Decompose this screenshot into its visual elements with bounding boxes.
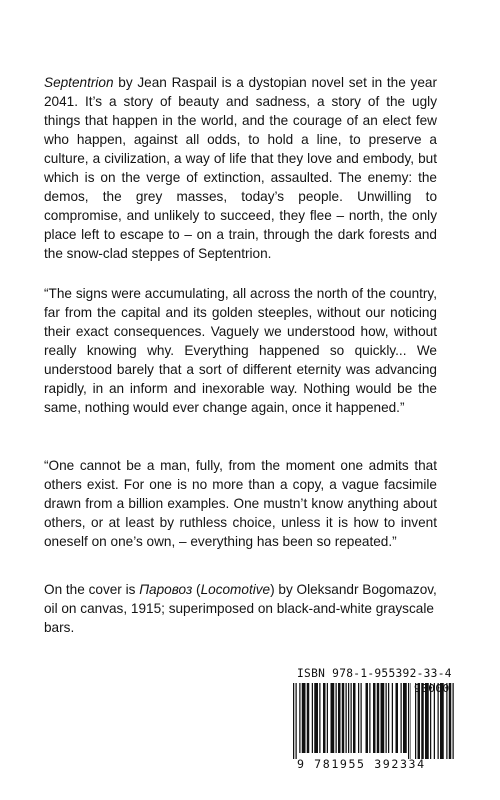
barcode-bar [293, 683, 294, 759]
ean13-barcode-bars [291, 683, 411, 763]
barcode-bar [312, 683, 313, 753]
barcode-bar [342, 683, 345, 753]
barcode-bar [373, 683, 376, 753]
barcode-bar [386, 683, 387, 753]
barcode-bar [302, 683, 306, 753]
barcode-bar [381, 683, 385, 753]
barcode-bar [358, 683, 359, 753]
price-code: 90000 [414, 682, 450, 695]
barcode-bar [299, 683, 300, 753]
barcode-bar [319, 683, 320, 753]
barcode-bar [346, 683, 347, 753]
barcode-bar [369, 683, 370, 753]
cover-credit-paragraph [44, 580, 437, 637]
barcode-bar [396, 683, 399, 753]
barcode-bar [338, 683, 341, 753]
barcode-bar [336, 683, 337, 753]
barcode-bar [323, 683, 326, 753]
ean-digits: 9 781955 392334 [297, 757, 426, 771]
barcode-bar [403, 683, 407, 753]
synopsis-paragraph [44, 73, 437, 263]
barcode-bar [388, 683, 389, 753]
price-addon-barcode-bars [413, 683, 461, 763]
painting-title-english: Locomotive [200, 582, 271, 597]
barcode-bar [351, 683, 352, 753]
barcode-bar [401, 683, 402, 753]
barcode-bar [361, 683, 362, 753]
barcode-bar [348, 683, 349, 753]
quote-paragraph-1: “The signs were accumulating, all across the north of the country, far from the capital and its golden steeples, without our noticing their exact consequences. Vaguely we understood how, without really knowing why. Everything happened so quickly... We understood barely that a sort of different eternity was advancing rapidly, in an inform and inexorable way. Nothing would be the same, nothing would ever change again, once it happened.” [44, 286, 437, 415]
credit-suffix: ) by Oleksandr Bogomazov, oil on canvas, 1915; superimposed on black-and-white grayscale bars. [44, 582, 437, 635]
quote-paragraph-2: “One cannot be a man, fully, from the moment one admits that others exist. For one is no more than a copy, a vague facsimile drawn from a billion examples. One mustn’t know anything about others, or at least by ruthless choice, unless it is how to invent oneself on one’s own, – everything has been so repeated.” [44, 458, 437, 549]
barcode-bar [307, 683, 310, 753]
barcode-bar [411, 683, 412, 759]
barcode-bar [353, 683, 356, 753]
synopsis-text: by Jean Raspail is a dystopian novel set in the year 2041. It’s a story of beauty and sadness, a story of the ugly things that happen in the world, and the courage of an elect few who happen, against all odds, to hold a line, to preserve a culture, a civilization, a way of life that they love and embody, but which is on the verge of extinction, assaulted. The enemy: the demos, the grey masses, today’s people. Unwilling to compromise, and unlikely to succeed, they flee – north, the only place left to escape to – on a train, through the dark forests and the snow-clad steppes of Septentrion. [44, 75, 437, 261]
book-title-italic: Septentrion [44, 75, 114, 90]
painting-title-russian: Паровоз [139, 582, 193, 597]
isbn-barcode [291, 667, 459, 777]
barcode-bar [377, 683, 380, 753]
barcode-bar [408, 683, 409, 759]
barcode-bar [366, 683, 369, 753]
credit-paren: ( [192, 582, 201, 597]
credit-prefix: On the cover is [44, 582, 140, 597]
isbn-label: ISBN 978-1-955392-33-4 [297, 667, 452, 680]
barcode-bar [392, 683, 393, 753]
barcode-bar [296, 683, 297, 759]
barcode-bar [327, 683, 328, 753]
barcode-bar [453, 683, 454, 759]
barcode-bar [331, 683, 335, 753]
barcode-bar [314, 683, 318, 753]
